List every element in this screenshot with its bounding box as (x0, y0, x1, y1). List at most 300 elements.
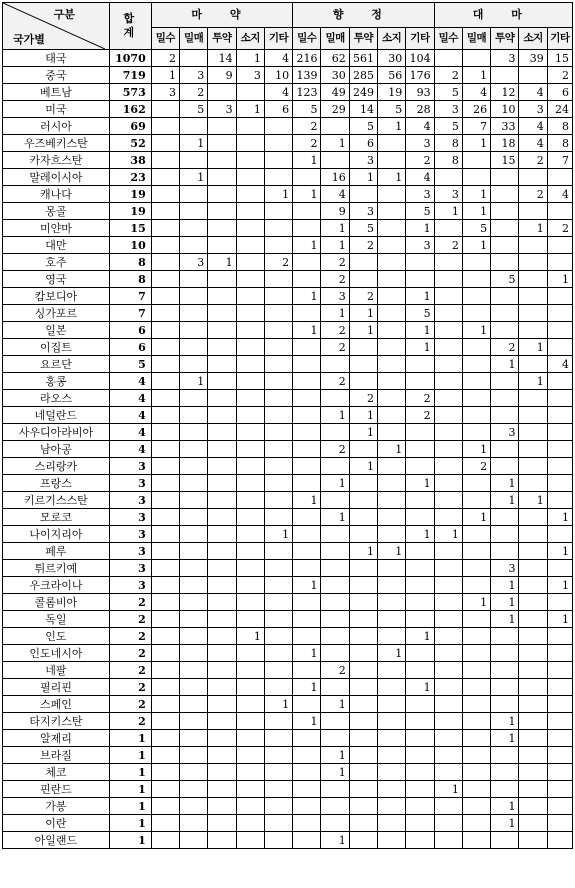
value-cell-psychotropics-possession (378, 186, 406, 203)
value-cell-psychotropics-smuggling (293, 815, 321, 832)
value-cell-psychotropics-use (349, 645, 377, 662)
value-cell-cannabis-trafficking (462, 798, 490, 815)
value-cell-psychotropics-smuggling (293, 220, 321, 237)
value-cell-psychotropics-other (406, 747, 434, 764)
total-cell: 2 (109, 713, 151, 730)
value-cell-psychotropics-smuggling: 1 (293, 322, 321, 339)
value-cell-cannabis-other (547, 628, 572, 645)
value-cell-cannabis-smuggling (434, 339, 462, 356)
total-cell: 1 (109, 730, 151, 747)
value-cell-narcotics-other: 4 (264, 50, 292, 67)
value-cell-psychotropics-other (406, 424, 434, 441)
table-row (3, 254, 573, 271)
value-cell-psychotropics-trafficking: 2 (321, 322, 349, 339)
country-cell: 키르기스스탄 (3, 492, 110, 509)
value-cell-narcotics-possession (236, 135, 264, 152)
value-cell-cannabis-smuggling: 2 (434, 237, 462, 254)
value-cell-cannabis-other: 6 (547, 84, 572, 101)
value-cell-narcotics-trafficking (180, 832, 208, 849)
value-cell-cannabis-other (547, 339, 572, 356)
value-cell-psychotropics-trafficking: 1 (321, 764, 349, 781)
value-cell-cannabis-possession (519, 407, 547, 424)
value-cell-narcotics-other (264, 594, 292, 611)
value-cell-narcotics-other (264, 271, 292, 288)
value-cell-cannabis-possession (519, 832, 547, 849)
table-row (3, 560, 573, 577)
value-cell-psychotropics-possession: 19 (378, 84, 406, 101)
value-cell-cannabis-smuggling: 8 (434, 152, 462, 169)
value-cell-psychotropics-possession (378, 781, 406, 798)
value-cell-cannabis-trafficking: 1 (462, 509, 490, 526)
value-cell-psychotropics-trafficking (321, 628, 349, 645)
value-cell-cannabis-other: 4 (547, 186, 572, 203)
value-cell-narcotics-possession (236, 713, 264, 730)
value-cell-narcotics-trafficking (180, 662, 208, 679)
value-cell-cannabis-other (547, 492, 572, 509)
total-cell: 2 (109, 662, 151, 679)
value-cell-cannabis-smuggling (434, 696, 462, 713)
value-cell-psychotropics-possession (378, 679, 406, 696)
header-row-groups (3, 3, 573, 28)
value-cell-cannabis-possession: 2 (519, 152, 547, 169)
value-cell-psychotropics-trafficking (321, 815, 349, 832)
value-cell-psychotropics-possession (378, 305, 406, 322)
value-cell-narcotics-smuggling (151, 713, 179, 730)
value-cell-narcotics-other (264, 458, 292, 475)
value-cell-narcotics-possession (236, 84, 264, 101)
value-cell-psychotropics-smuggling (293, 373, 321, 390)
value-cell-narcotics-smuggling (151, 101, 179, 118)
value-cell-narcotics-trafficking (180, 645, 208, 662)
value-cell-psychotropics-trafficking: 2 (321, 662, 349, 679)
value-cell-narcotics-smuggling (151, 271, 179, 288)
value-cell-narcotics-other (264, 152, 292, 169)
value-cell-cannabis-other (547, 237, 572, 254)
value-cell-narcotics-other (264, 118, 292, 135)
value-cell-narcotics-use (208, 594, 236, 611)
value-cell-psychotropics-use (349, 764, 377, 781)
value-cell-psychotropics-trafficking: 9 (321, 203, 349, 220)
value-cell-cannabis-use (491, 526, 519, 543)
value-cell-narcotics-smuggling (151, 305, 179, 322)
value-cell-narcotics-trafficking (180, 526, 208, 543)
value-cell-psychotropics-other (406, 764, 434, 781)
table-row (3, 730, 573, 747)
value-cell-narcotics-trafficking (180, 492, 208, 509)
country-cell: 핀란드 (3, 781, 110, 798)
value-cell-psychotropics-trafficking (321, 356, 349, 373)
value-cell-psychotropics-other: 28 (406, 101, 434, 118)
value-cell-psychotropics-smuggling (293, 509, 321, 526)
value-cell-cannabis-use (491, 390, 519, 407)
country-cell: 알제리 (3, 730, 110, 747)
value-cell-cannabis-trafficking: 1 (462, 203, 490, 220)
value-cell-cannabis-use: 3 (491, 50, 519, 67)
value-cell-narcotics-possession: 3 (236, 67, 264, 84)
value-cell-psychotropics-other: 1 (406, 475, 434, 492)
table-row (3, 186, 573, 203)
value-cell-cannabis-smuggling: 3 (434, 186, 462, 203)
value-cell-cannabis-smuggling: 5 (434, 84, 462, 101)
value-cell-psychotropics-use (349, 662, 377, 679)
value-cell-psychotropics-use (349, 747, 377, 764)
country-cell: 카자흐스탄 (3, 152, 110, 169)
value-cell-psychotropics-other: 176 (406, 67, 434, 84)
value-cell-psychotropics-trafficking: 49 (321, 84, 349, 101)
value-cell-psychotropics-other (406, 696, 434, 713)
country-cell: 브라질 (3, 747, 110, 764)
country-cell: 중국 (3, 67, 110, 84)
value-cell-psychotropics-other (406, 730, 434, 747)
value-cell-psychotropics-possession (378, 390, 406, 407)
value-cell-cannabis-other (547, 781, 572, 798)
value-cell-narcotics-smuggling (151, 747, 179, 764)
table-row (3, 322, 573, 339)
value-cell-cannabis-use (491, 696, 519, 713)
value-cell-narcotics-possession (236, 747, 264, 764)
value-cell-cannabis-use: 3 (491, 424, 519, 441)
value-cell-cannabis-possession (519, 577, 547, 594)
value-cell-psychotropics-use: 1 (349, 322, 377, 339)
value-cell-psychotropics-possession: 1 (378, 169, 406, 186)
value-cell-cannabis-trafficking (462, 152, 490, 169)
table-row (3, 781, 573, 798)
value-cell-narcotics-possession (236, 356, 264, 373)
value-cell-cannabis-trafficking: 1 (462, 441, 490, 458)
value-cell-cannabis-possession (519, 611, 547, 628)
value-cell-cannabis-trafficking (462, 526, 490, 543)
value-cell-narcotics-trafficking (180, 509, 208, 526)
value-cell-psychotropics-possession: 30 (378, 50, 406, 67)
value-cell-cannabis-trafficking (462, 815, 490, 832)
value-cell-cannabis-possession (519, 730, 547, 747)
table-row (3, 628, 573, 645)
value-cell-psychotropics-possession (378, 730, 406, 747)
value-cell-psychotropics-smuggling: 2 (293, 118, 321, 135)
country-cell: 사우디아라비아 (3, 424, 110, 441)
value-cell-psychotropics-other: 104 (406, 50, 434, 67)
country-cell: 호주 (3, 254, 110, 271)
value-cell-psychotropics-smuggling (293, 441, 321, 458)
total-cell: 2 (109, 679, 151, 696)
value-cell-cannabis-possession: 4 (519, 118, 547, 135)
value-cell-cannabis-use: 1 (491, 577, 519, 594)
value-cell-psychotropics-possession (378, 577, 406, 594)
value-cell-psychotropics-smuggling (293, 356, 321, 373)
value-cell-narcotics-trafficking: 1 (180, 373, 208, 390)
value-cell-psychotropics-use (349, 339, 377, 356)
value-cell-cannabis-smuggling (434, 441, 462, 458)
value-cell-psychotropics-other: 4 (406, 169, 434, 186)
value-cell-cannabis-other (547, 662, 572, 679)
value-cell-psychotropics-possession (378, 356, 406, 373)
value-cell-narcotics-possession (236, 798, 264, 815)
country-cell: 싱가포르 (3, 305, 110, 322)
value-cell-narcotics-use (208, 84, 236, 101)
value-cell-cannabis-trafficking (462, 339, 490, 356)
value-cell-narcotics-use (208, 322, 236, 339)
value-cell-narcotics-possession (236, 815, 264, 832)
value-cell-narcotics-smuggling (151, 662, 179, 679)
value-cell-psychotropics-possession (378, 152, 406, 169)
value-cell-cannabis-trafficking (462, 271, 490, 288)
country-cell: 남아공 (3, 441, 110, 458)
value-cell-cannabis-other (547, 526, 572, 543)
value-cell-cannabis-use: 18 (491, 135, 519, 152)
table-row (3, 679, 573, 696)
value-cell-psychotropics-use: 5 (349, 118, 377, 135)
value-cell-narcotics-possession: 1 (236, 101, 264, 118)
value-cell-cannabis-trafficking: 2 (462, 458, 490, 475)
value-cell-psychotropics-use (349, 832, 377, 849)
value-cell-psychotropics-trafficking (321, 594, 349, 611)
table-row (3, 441, 573, 458)
value-cell-cannabis-possession (519, 509, 547, 526)
total-cell: 3 (109, 526, 151, 543)
value-cell-narcotics-other (264, 832, 292, 849)
value-cell-narcotics-other (264, 713, 292, 730)
value-cell-narcotics-trafficking (180, 118, 208, 135)
value-cell-narcotics-possession (236, 475, 264, 492)
value-cell-psychotropics-possession (378, 764, 406, 781)
value-cell-narcotics-possession (236, 662, 264, 679)
table-row (3, 203, 573, 220)
value-cell-cannabis-other: 1 (547, 543, 572, 560)
subheader-psychotropics-use: 투약 (349, 27, 377, 49)
value-cell-cannabis-smuggling (434, 509, 462, 526)
value-cell-psychotropics-possession (378, 509, 406, 526)
value-cell-psychotropics-possession (378, 203, 406, 220)
value-cell-cannabis-other (547, 373, 572, 390)
value-cell-narcotics-other (264, 135, 292, 152)
value-cell-narcotics-trafficking (180, 577, 208, 594)
table-row (3, 696, 573, 713)
total-cell: 162 (109, 101, 151, 118)
value-cell-cannabis-other (547, 696, 572, 713)
subheader-narcotics-use: 투약 (208, 27, 236, 49)
total-cell: 23 (109, 169, 151, 186)
value-cell-narcotics-trafficking: 3 (180, 254, 208, 271)
table-body (3, 50, 573, 849)
value-cell-cannabis-other: 8 (547, 118, 572, 135)
value-cell-psychotropics-possession (378, 713, 406, 730)
value-cell-narcotics-trafficking (180, 237, 208, 254)
value-cell-psychotropics-use: 2 (349, 390, 377, 407)
value-cell-psychotropics-trafficking (321, 679, 349, 696)
value-cell-cannabis-trafficking (462, 832, 490, 849)
total-cell: 3 (109, 458, 151, 475)
value-cell-psychotropics-use (349, 492, 377, 509)
value-cell-psychotropics-smuggling (293, 611, 321, 628)
value-cell-psychotropics-use: 3 (349, 152, 377, 169)
value-cell-narcotics-other: 6 (264, 101, 292, 118)
value-cell-cannabis-possession (519, 696, 547, 713)
value-cell-psychotropics-trafficking (321, 798, 349, 815)
value-cell-narcotics-possession (236, 509, 264, 526)
value-cell-cannabis-smuggling (434, 458, 462, 475)
value-cell-narcotics-use (208, 798, 236, 815)
value-cell-narcotics-use (208, 628, 236, 645)
value-cell-psychotropics-other (406, 611, 434, 628)
country-cell: 이집트 (3, 339, 110, 356)
value-cell-narcotics-trafficking (180, 186, 208, 203)
value-cell-psychotropics-use (349, 679, 377, 696)
value-cell-cannabis-smuggling (434, 713, 462, 730)
value-cell-narcotics-use (208, 526, 236, 543)
value-cell-psychotropics-possession: 1 (378, 118, 406, 135)
value-cell-cannabis-trafficking (462, 560, 490, 577)
value-cell-narcotics-use (208, 135, 236, 152)
value-cell-cannabis-possession (519, 526, 547, 543)
value-cell-psychotropics-other (406, 441, 434, 458)
value-cell-narcotics-smuggling (151, 730, 179, 747)
value-cell-psychotropics-use (349, 271, 377, 288)
value-cell-narcotics-other (264, 509, 292, 526)
value-cell-narcotics-other (264, 390, 292, 407)
value-cell-cannabis-trafficking (462, 645, 490, 662)
country-cell: 체코 (3, 764, 110, 781)
value-cell-narcotics-use (208, 832, 236, 849)
total-cell: 2 (109, 611, 151, 628)
value-cell-narcotics-use (208, 475, 236, 492)
value-cell-cannabis-trafficking: 1 (462, 135, 490, 152)
value-cell-cannabis-use (491, 543, 519, 560)
value-cell-narcotics-possession (236, 424, 264, 441)
value-cell-cannabis-use: 15 (491, 152, 519, 169)
value-cell-cannabis-use (491, 220, 519, 237)
value-cell-narcotics-other (264, 781, 292, 798)
value-cell-psychotropics-other: 3 (406, 135, 434, 152)
value-cell-psychotropics-other: 5 (406, 305, 434, 322)
value-cell-cannabis-smuggling: 3 (434, 101, 462, 118)
value-cell-psychotropics-other: 1 (406, 526, 434, 543)
value-cell-psychotropics-possession (378, 254, 406, 271)
value-cell-cannabis-smuggling (434, 305, 462, 322)
value-cell-cannabis-possession (519, 798, 547, 815)
value-cell-cannabis-other (547, 288, 572, 305)
value-cell-psychotropics-trafficking: 1 (321, 696, 349, 713)
value-cell-cannabis-use: 1 (491, 475, 519, 492)
total-cell: 52 (109, 135, 151, 152)
table-row (3, 135, 573, 152)
value-cell-narcotics-smuggling (151, 594, 179, 611)
value-cell-cannabis-smuggling (434, 50, 462, 67)
value-cell-narcotics-use (208, 458, 236, 475)
table-row (3, 645, 573, 662)
value-cell-psychotropics-trafficking (321, 424, 349, 441)
value-cell-narcotics-use (208, 509, 236, 526)
value-cell-psychotropics-smuggling (293, 798, 321, 815)
value-cell-cannabis-possession (519, 67, 547, 84)
value-cell-cannabis-other (547, 747, 572, 764)
country-cell: 콜롬비아 (3, 594, 110, 611)
value-cell-psychotropics-possession (378, 747, 406, 764)
value-cell-narcotics-possession (236, 832, 264, 849)
value-cell-narcotics-trafficking (180, 679, 208, 696)
value-cell-narcotics-smuggling (151, 628, 179, 645)
value-cell-narcotics-smuggling (151, 169, 179, 186)
value-cell-psychotropics-trafficking: 1 (321, 135, 349, 152)
table-row (3, 101, 573, 118)
subheader-narcotics-trafficking: 밀매 (180, 27, 208, 49)
value-cell-psychotropics-other: 1 (406, 628, 434, 645)
table-row (3, 356, 573, 373)
value-cell-narcotics-trafficking: 2 (180, 84, 208, 101)
table-row (3, 577, 573, 594)
value-cell-cannabis-other (547, 560, 572, 577)
value-cell-narcotics-possession (236, 645, 264, 662)
value-cell-cannabis-smuggling (434, 373, 462, 390)
country-cell: 베트남 (3, 84, 110, 101)
value-cell-cannabis-trafficking (462, 288, 490, 305)
value-cell-psychotropics-use: 561 (349, 50, 377, 67)
value-cell-cannabis-trafficking (462, 373, 490, 390)
country-cell: 캐나다 (3, 186, 110, 203)
table-row (3, 373, 573, 390)
value-cell-psychotropics-other (406, 577, 434, 594)
value-cell-cannabis-use: 1 (491, 713, 519, 730)
value-cell-narcotics-use (208, 288, 236, 305)
value-cell-psychotropics-trafficking (321, 390, 349, 407)
value-cell-narcotics-other: 1 (264, 526, 292, 543)
value-cell-narcotics-possession (236, 220, 264, 237)
value-cell-cannabis-other (547, 203, 572, 220)
value-cell-psychotropics-smuggling: 1 (293, 645, 321, 662)
value-cell-psychotropics-use (349, 781, 377, 798)
table-row (3, 339, 573, 356)
value-cell-narcotics-use (208, 186, 236, 203)
value-cell-narcotics-use (208, 764, 236, 781)
value-cell-cannabis-trafficking (462, 713, 490, 730)
value-cell-cannabis-possession (519, 662, 547, 679)
value-cell-narcotics-trafficking (180, 764, 208, 781)
value-cell-cannabis-use (491, 458, 519, 475)
total-cell: 2 (109, 628, 151, 645)
value-cell-cannabis-possession (519, 458, 547, 475)
value-cell-narcotics-trafficking (180, 288, 208, 305)
total-column-header: 합 계 (109, 3, 151, 50)
group-header-psychotropics: 향 정 (293, 3, 434, 28)
table-row (3, 407, 573, 424)
value-cell-narcotics-trafficking (180, 696, 208, 713)
value-cell-cannabis-use: 1 (491, 492, 519, 509)
value-cell-psychotropics-smuggling (293, 254, 321, 271)
table-row (3, 747, 573, 764)
value-cell-narcotics-use (208, 356, 236, 373)
value-cell-cannabis-smuggling (434, 611, 462, 628)
value-cell-psychotropics-use: 6 (349, 135, 377, 152)
value-cell-cannabis-smuggling (434, 288, 462, 305)
value-cell-psychotropics-possession (378, 458, 406, 475)
value-cell-narcotics-other: 10 (264, 67, 292, 84)
value-cell-narcotics-possession (236, 390, 264, 407)
value-cell-psychotropics-other (406, 798, 434, 815)
total-cell: 2 (109, 594, 151, 611)
country-cell: 일본 (3, 322, 110, 339)
value-cell-psychotropics-trafficking: 29 (321, 101, 349, 118)
value-cell-cannabis-use: 12 (491, 84, 519, 101)
value-cell-cannabis-possession (519, 594, 547, 611)
value-cell-narcotics-smuggling (151, 526, 179, 543)
value-cell-cannabis-other: 2 (547, 67, 572, 84)
value-cell-cannabis-use: 2 (491, 339, 519, 356)
value-cell-cannabis-other (547, 713, 572, 730)
value-cell-psychotropics-possession (378, 220, 406, 237)
value-cell-cannabis-smuggling: 1 (434, 203, 462, 220)
value-cell-psychotropics-possession (378, 339, 406, 356)
value-cell-psychotropics-trafficking (321, 611, 349, 628)
value-cell-narcotics-possession (236, 458, 264, 475)
